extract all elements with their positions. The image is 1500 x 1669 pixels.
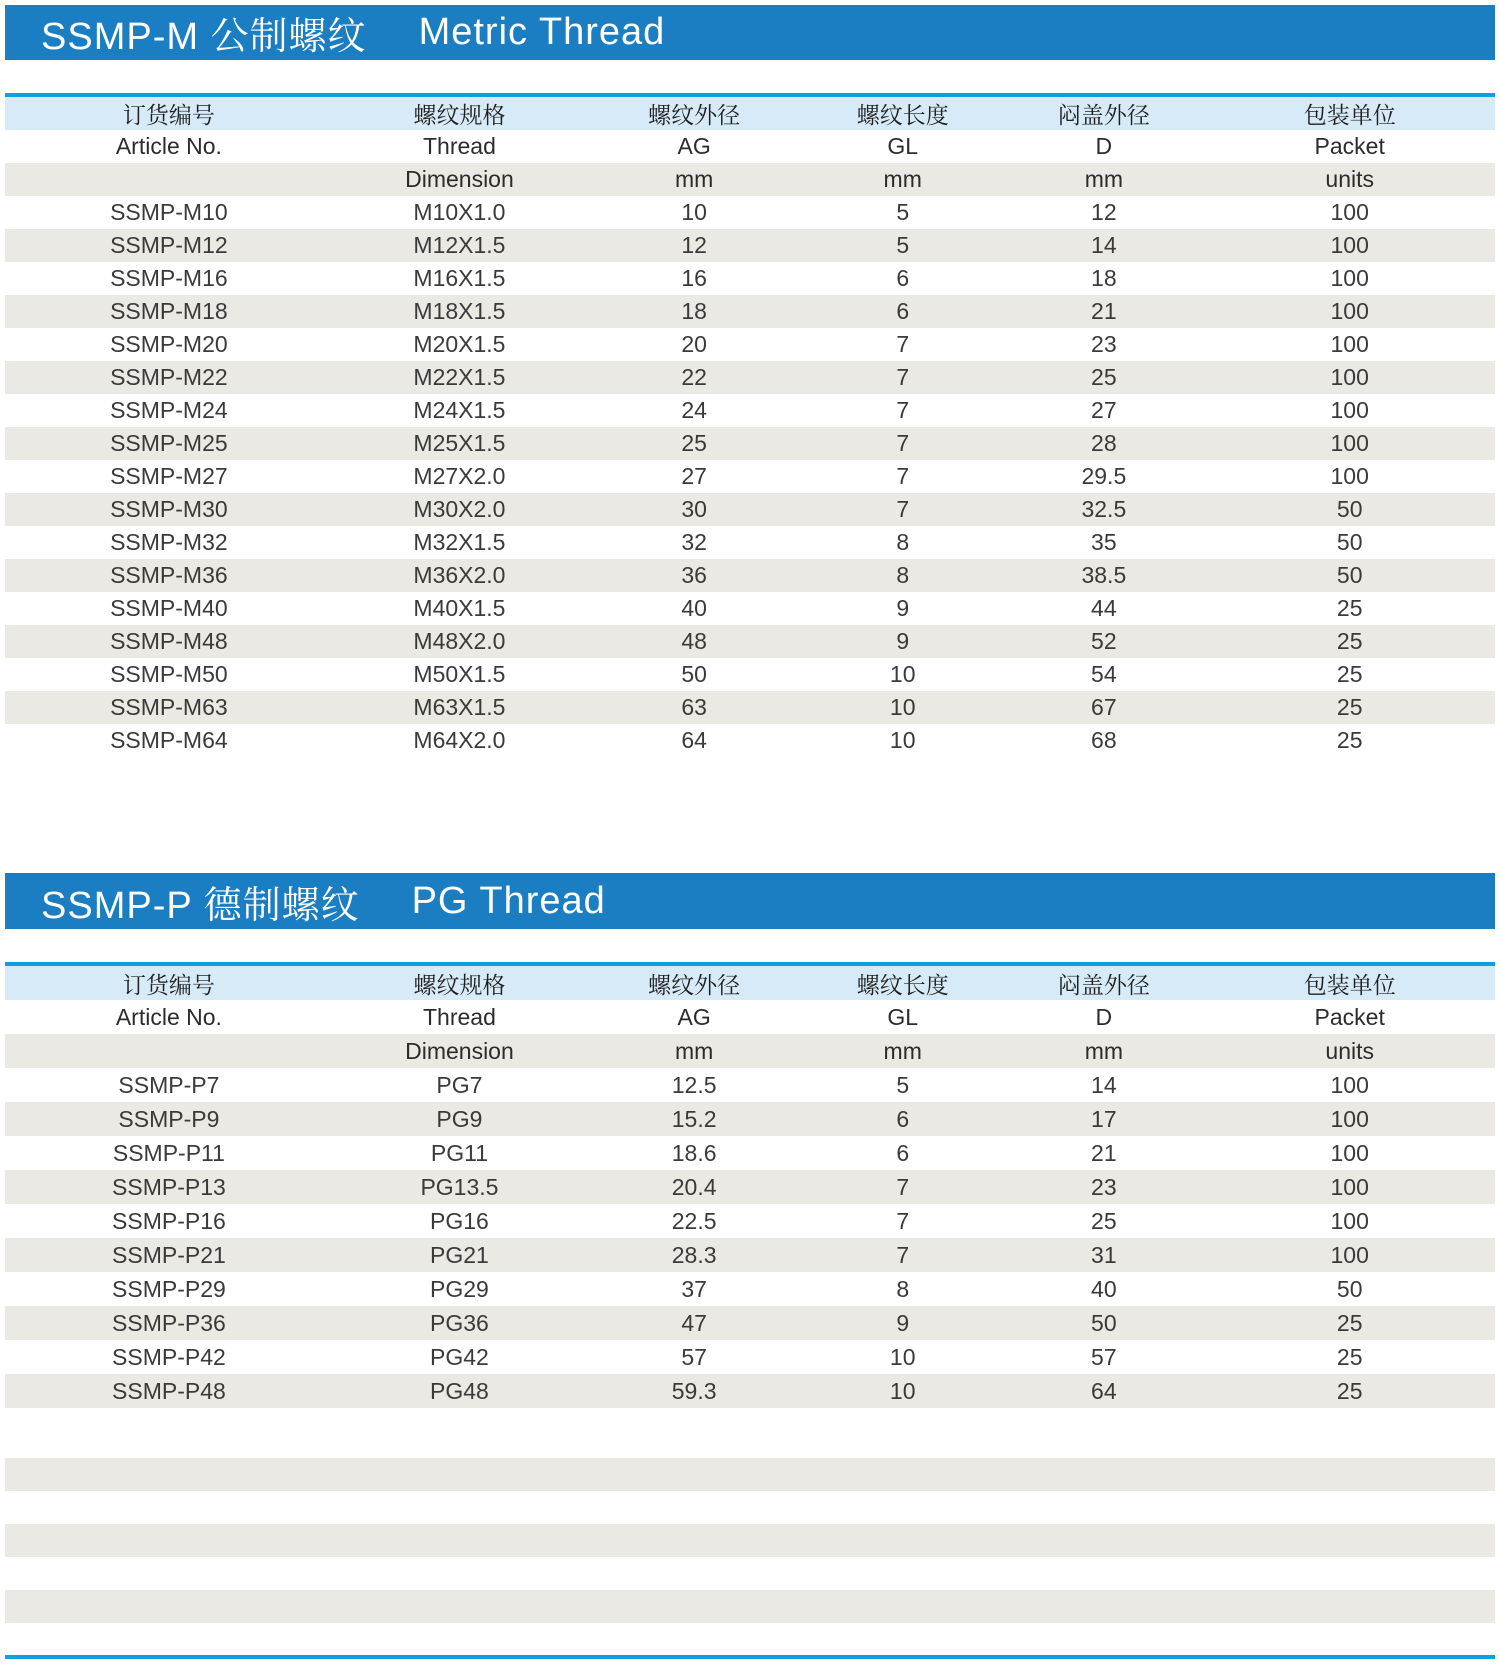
footer-empty-stripes xyxy=(5,1458,1495,1623)
table-row xyxy=(5,625,1495,658)
table-cell: 54 xyxy=(1091,661,1117,687)
table-cell: M20X1.5 xyxy=(413,331,506,357)
table-cell: 7 xyxy=(802,1170,1003,1204)
header-row-cn xyxy=(5,966,1495,1000)
table-cell: SSMP-M18 xyxy=(5,295,333,328)
table-cell: 12 xyxy=(1091,199,1117,225)
table-cell: 50 xyxy=(1204,493,1495,526)
table-cell: M64X2.0 xyxy=(413,727,506,753)
table-cell: SSMP-M30 xyxy=(5,493,333,526)
table-cell: M12X1.5 xyxy=(333,229,586,262)
table-cell: SSMP-M22 xyxy=(5,361,333,394)
table-cell: 28.3 xyxy=(586,1238,802,1272)
table-row xyxy=(5,724,1495,757)
pg-thread-table-body xyxy=(5,966,1495,1408)
table-cell: SSMP-M27 xyxy=(110,463,228,489)
table-cell: 24 xyxy=(681,397,707,423)
table-cell: 47 xyxy=(586,1306,802,1340)
table-cell: 12 xyxy=(586,229,802,262)
table-cell: SSMP-M63 xyxy=(5,691,333,724)
table-cell: 100 xyxy=(1204,427,1495,460)
table-cell: 9 xyxy=(802,1306,1003,1340)
table-cell: 5 xyxy=(896,1071,910,1098)
table-cell: 螺纹规格 xyxy=(333,97,586,130)
table-cell: 14 xyxy=(1003,229,1204,262)
table-cell: 44 xyxy=(1091,595,1117,621)
table-cell: PG9 xyxy=(333,1102,586,1136)
table-cell: PG21 xyxy=(333,1238,586,1272)
table-cell: 8 xyxy=(896,529,910,555)
table-cell: SSMP-P48 xyxy=(5,1374,333,1408)
table-cell: 25 xyxy=(1336,595,1363,621)
table-cell: 100 xyxy=(1330,265,1369,291)
table-cell: 27 xyxy=(1091,397,1117,423)
table-cell: units xyxy=(1204,1034,1495,1068)
table-cell: GL xyxy=(802,130,1003,163)
table-cell: 25 xyxy=(1204,625,1495,658)
table-cell: 20 xyxy=(681,331,707,357)
table-cell: 48 xyxy=(586,625,802,658)
table-cell: Dimension xyxy=(333,163,586,196)
table-cell: 100 xyxy=(1330,199,1369,225)
table-cell: 25 xyxy=(586,427,802,460)
table-cell: 15.2 xyxy=(586,1102,802,1136)
table-cell: mm xyxy=(802,163,1003,196)
table-cell: Packet xyxy=(1204,1000,1495,1034)
table-cell: 8 xyxy=(802,559,1003,592)
table-row xyxy=(5,493,1495,526)
table-cell: SSMP-P11 xyxy=(112,1139,225,1166)
table-cell: 10 xyxy=(802,1374,1003,1408)
table-cell: 29.5 xyxy=(1081,463,1127,489)
table-cell: 7 xyxy=(802,361,1003,394)
table-cell: 12.5 xyxy=(671,1071,717,1098)
table-cell: 32.5 xyxy=(1003,493,1204,526)
table-cell: M30X2.0 xyxy=(333,493,586,526)
table-cell: PG11 xyxy=(430,1139,488,1166)
table-cell: SSMP-M48 xyxy=(5,625,333,658)
table-cell: 6 xyxy=(896,1139,910,1166)
table-cell: 100 xyxy=(1330,397,1369,423)
table-cell: Article No. xyxy=(5,1000,333,1034)
table-cell: 14 xyxy=(1091,1071,1117,1098)
table-cell: 32 xyxy=(681,529,707,555)
header-row-en xyxy=(5,130,1495,163)
table-cell: SSMP-M20 xyxy=(110,331,228,357)
table-cell: Article No. xyxy=(5,130,333,163)
table-cell: 50 xyxy=(681,661,707,687)
table-cell: 订货编号 xyxy=(5,966,333,1000)
table-cell: M36X2.0 xyxy=(333,559,586,592)
table-cell: PG42 xyxy=(430,1343,489,1370)
table-cell: 7 xyxy=(896,331,910,357)
table-cell: mm xyxy=(586,1034,802,1068)
table-cell: M63X1.5 xyxy=(333,691,586,724)
table-cell: Dimension xyxy=(333,1034,586,1068)
table-cell: 100 xyxy=(1204,1170,1495,1204)
table-cell: M16X1.5 xyxy=(413,265,506,291)
table-cell: 50 xyxy=(1204,559,1495,592)
table-cell: 52 xyxy=(1003,625,1204,658)
section-title-en: PG Thread xyxy=(411,879,606,922)
table-cell: M50X1.5 xyxy=(413,661,506,687)
table-cell: 100 xyxy=(1204,361,1495,394)
table-cell: 18 xyxy=(586,295,802,328)
metric-thread-title-bar xyxy=(5,5,1495,60)
table-cell: 10 xyxy=(889,727,916,753)
catalog-page xyxy=(0,5,1500,1659)
table-cell: 螺纹外径 xyxy=(586,966,802,1000)
table-cell: 21 xyxy=(1091,1139,1117,1166)
table-cell: 21 xyxy=(1003,295,1204,328)
table-cell: 100 xyxy=(1330,1071,1369,1098)
table-cell: 100 xyxy=(1330,331,1369,357)
table-cell: units xyxy=(1204,163,1495,196)
table-cell: 25 xyxy=(1204,1374,1495,1408)
table-cell: 6 xyxy=(896,265,910,291)
table-cell: 螺纹长度 xyxy=(802,966,1003,1000)
table-cell: Thread xyxy=(333,1000,586,1034)
metric-thread-section xyxy=(5,5,1495,757)
table-cell: 闷盖外径 xyxy=(1003,966,1204,1000)
table-cell: 螺纹外径 xyxy=(586,97,802,130)
table-cell: PG16 xyxy=(430,1207,489,1234)
table-row xyxy=(5,196,1495,229)
table-cell: 7 xyxy=(896,1207,910,1234)
table-cell: SSMP-M16 xyxy=(110,265,228,291)
table-cell: Thread xyxy=(333,130,586,163)
table-cell: 螺纹规格 xyxy=(333,966,586,1000)
table-cell: 25 xyxy=(1336,727,1363,753)
table-cell: 100 xyxy=(1204,1102,1495,1136)
table-cell: 7 xyxy=(802,493,1003,526)
table-cell: mm xyxy=(586,163,802,196)
table-cell: M48X2.0 xyxy=(333,625,586,658)
table-row xyxy=(5,1102,1495,1136)
table-row xyxy=(5,328,1495,361)
table-cell: 40 xyxy=(681,595,707,621)
table-cell: mm xyxy=(1003,1034,1204,1068)
table-cell: SSMP-P36 xyxy=(5,1306,333,1340)
section-title-zh: SSMP-M 公制螺纹 xyxy=(41,16,367,58)
table-cell: 23 xyxy=(1091,331,1117,357)
table-cell: D xyxy=(1003,130,1204,163)
table-row xyxy=(5,1136,1495,1170)
table-cell: SSMP-P13 xyxy=(5,1170,333,1204)
table-row xyxy=(5,691,1495,724)
table-cell: 20.4 xyxy=(586,1170,802,1204)
table-cell: SSMP-P29 xyxy=(112,1275,226,1302)
empty-stripe xyxy=(5,1590,1495,1623)
header-row-unit xyxy=(5,163,1495,196)
table-cell: 6 xyxy=(802,1102,1003,1136)
table-cell: 100 xyxy=(1330,1207,1369,1234)
table-cell: M22X1.5 xyxy=(333,361,586,394)
table-cell: SSMP-P42 xyxy=(112,1343,226,1370)
table-cell: 22.5 xyxy=(671,1207,717,1234)
table-cell: 100 xyxy=(1330,463,1369,489)
table-cell: PG48 xyxy=(333,1374,586,1408)
table-cell: M27X2.0 xyxy=(413,463,506,489)
table-cell: SSMP-M32 xyxy=(110,529,228,555)
table-cell: 63 xyxy=(586,691,802,724)
table-cell: 16 xyxy=(681,265,707,291)
table-cell: 25 xyxy=(1336,661,1363,687)
pg-thread-title-bar xyxy=(5,873,1495,929)
table-cell: 包装单位 xyxy=(1204,966,1495,1000)
header-row-en xyxy=(5,1000,1495,1034)
table-row xyxy=(5,1272,1495,1306)
table-cell: 38.5 xyxy=(1003,559,1204,592)
table-cell: 订货编号 xyxy=(5,97,333,130)
table-cell: SSMP-P21 xyxy=(5,1238,333,1272)
table-cell: mm xyxy=(1003,163,1204,196)
table-row xyxy=(5,262,1495,295)
table-row xyxy=(5,1306,1495,1340)
table-cell: 18.6 xyxy=(671,1139,717,1166)
table-cell: M25X1.5 xyxy=(333,427,586,460)
table-row xyxy=(5,658,1495,691)
table-row xyxy=(5,361,1495,394)
table-cell: 9 xyxy=(802,625,1003,658)
bottom-accent-line xyxy=(5,1655,1495,1659)
table-cell: D xyxy=(1003,1000,1204,1034)
table-cell: 闷盖外径 xyxy=(1003,97,1204,130)
pg-thread-table xyxy=(5,966,1495,1408)
table-row xyxy=(5,1238,1495,1272)
table-cell: 57 xyxy=(681,1343,707,1370)
table-cell: 36 xyxy=(586,559,802,592)
table-cell: 螺纹长度 xyxy=(802,97,1003,130)
table-row xyxy=(5,1340,1495,1374)
table-row xyxy=(5,559,1495,592)
empty-stripe xyxy=(5,1524,1495,1557)
table-cell: AG xyxy=(586,1000,802,1034)
table-cell: 27 xyxy=(681,463,707,489)
table-row xyxy=(5,1170,1495,1204)
table-cell: 18 xyxy=(1091,265,1117,291)
table-cell: M10X1.0 xyxy=(413,199,506,225)
table-cell: 6 xyxy=(802,295,1003,328)
table-cell: M24X1.5 xyxy=(413,397,506,423)
table-cell: PG36 xyxy=(333,1306,586,1340)
section-title-en: Metric Thread xyxy=(418,11,666,53)
metric-thread-table-body xyxy=(5,97,1495,757)
table-cell: SSMP-M25 xyxy=(5,427,333,460)
table-cell: PG29 xyxy=(430,1275,489,1302)
table-cell: M32X1.5 xyxy=(413,529,506,555)
table-cell: M40X1.5 xyxy=(413,595,506,621)
table-cell: SSMP-P16 xyxy=(112,1207,226,1234)
table-cell: AG xyxy=(586,130,802,163)
table-cell: 37 xyxy=(681,1275,707,1302)
table-cell xyxy=(5,163,333,196)
header-row-unit xyxy=(5,1034,1495,1068)
table-cell: 5 xyxy=(896,199,910,225)
table-cell: PG13.5 xyxy=(333,1170,586,1204)
table-cell: SSMP-P9 xyxy=(5,1102,333,1136)
table-cell: 35 xyxy=(1091,529,1117,555)
table-row xyxy=(5,1068,1495,1102)
metric-thread-table xyxy=(5,97,1495,757)
table-cell: 7 xyxy=(802,427,1003,460)
table-cell: 30 xyxy=(586,493,802,526)
table-cell: SSMP-M50 xyxy=(110,661,228,687)
table-row xyxy=(5,460,1495,493)
table-cell: 17 xyxy=(1003,1102,1204,1136)
table-cell: 28 xyxy=(1003,427,1204,460)
table-cell: 68 xyxy=(1091,727,1117,753)
table-row xyxy=(5,394,1495,427)
table-cell: 9 xyxy=(896,595,910,621)
table-cell: PG7 xyxy=(436,1071,483,1098)
table-cell: 25 xyxy=(1336,1343,1363,1370)
empty-stripe xyxy=(5,1458,1495,1491)
table-cell: 25 xyxy=(1204,1306,1495,1340)
table-cell: 10 xyxy=(802,691,1003,724)
table-cell: SSMP-M40 xyxy=(110,595,228,621)
table-cell: 10 xyxy=(889,1343,916,1370)
table-cell: M18X1.5 xyxy=(333,295,586,328)
table-cell: 100 xyxy=(1204,229,1495,262)
table-cell: 40 xyxy=(1091,1275,1117,1302)
table-row xyxy=(5,229,1495,262)
table-cell: 25 xyxy=(1091,1207,1117,1234)
table-cell: 100 xyxy=(1204,295,1495,328)
table-row xyxy=(5,1374,1495,1408)
table-row xyxy=(5,295,1495,328)
table-cell: 57 xyxy=(1091,1343,1117,1370)
table-cell: 10 xyxy=(889,661,916,687)
table-cell: 8 xyxy=(896,1275,910,1302)
table-cell: 25 xyxy=(1003,361,1204,394)
table-cell: SSMP-P7 xyxy=(118,1071,220,1098)
table-cell: 25 xyxy=(1204,691,1495,724)
table-cell: 7 xyxy=(896,397,910,423)
table-cell: mm xyxy=(802,1034,1003,1068)
table-cell: SSMP-M10 xyxy=(110,199,228,225)
table-row xyxy=(5,427,1495,460)
table-cell: 100 xyxy=(1330,1139,1369,1166)
table-cell: 64 xyxy=(1003,1374,1204,1408)
table-cell xyxy=(5,1034,333,1068)
table-cell: 包装单位 xyxy=(1204,97,1495,130)
pg-thread-section xyxy=(5,873,1495,1408)
table-cell: 10 xyxy=(681,199,707,225)
table-cell: 5 xyxy=(802,229,1003,262)
table-cell: SSMP-M36 xyxy=(5,559,333,592)
table-cell: 50 xyxy=(1336,529,1363,555)
table-cell: 22 xyxy=(586,361,802,394)
table-cell: 7 xyxy=(802,1238,1003,1272)
table-cell: 59.3 xyxy=(586,1374,802,1408)
table-row xyxy=(5,1204,1495,1238)
header-row-cn xyxy=(5,97,1495,130)
table-cell: 100 xyxy=(1204,1238,1495,1272)
table-cell: SSMP-M12 xyxy=(5,229,333,262)
table-cell: 31 xyxy=(1003,1238,1204,1272)
table-cell: 7 xyxy=(896,463,910,489)
table-cell: 23 xyxy=(1003,1170,1204,1204)
table-cell: SSMP-M24 xyxy=(110,397,228,423)
table-cell: GL xyxy=(802,1000,1003,1034)
table-cell: 50 xyxy=(1003,1306,1204,1340)
table-cell: SSMP-M64 xyxy=(110,727,228,753)
section-title-zh: SSMP-P 德制螺纹 xyxy=(41,884,360,927)
table-cell: 67 xyxy=(1003,691,1204,724)
table-cell: Packet xyxy=(1204,130,1495,163)
table-cell: 64 xyxy=(681,727,707,753)
table-row xyxy=(5,526,1495,559)
table-row xyxy=(5,592,1495,625)
table-cell: 50 xyxy=(1336,1275,1363,1302)
